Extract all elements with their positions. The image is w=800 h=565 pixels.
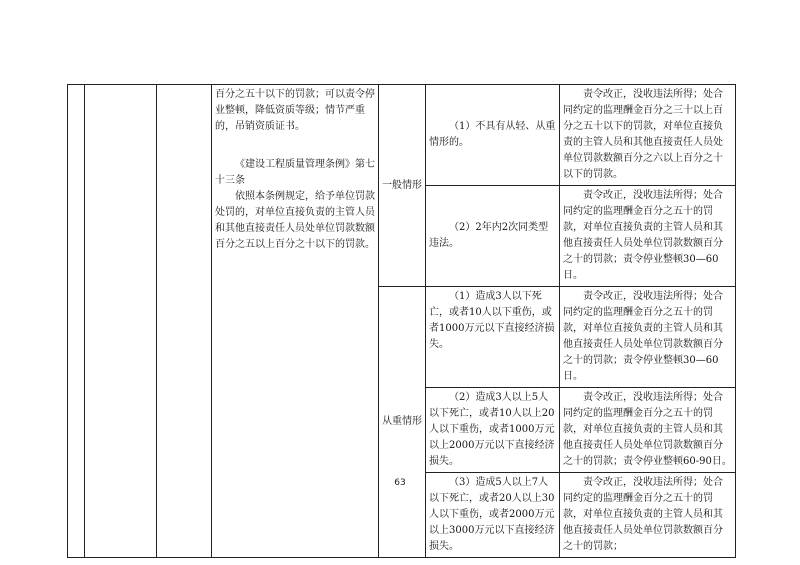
circumstance-cell: （1）不具有从轻、从重情形的。	[426, 85, 560, 186]
penalty-cell: 责令改正，没收违法所得；处合同约定的监理酬金百分之五十的罚款，对单位直接负责的主管人员和其他直接责任人员处单位罚款数额百分之十的罚款；责令停业整顿30—60日。	[560, 186, 736, 287]
circumstance-cell: （2）2年内2次同类型违法。	[426, 186, 560, 287]
basis-paragraph-2: 《建设工程质量管理条例》第七十三条	[215, 159, 375, 186]
penalty-cell: 责令改正，没收违法所得；处合同约定的监理酬金百分之五十的罚款，对单位直接负责的主管人员和其他直接责任人员处单位罚款数额百分之十的罚款；责令停业整顿60-90日。	[560, 388, 736, 473]
circumstance-cell: （3）造成5人以上7人以下死亡，或者20人以上30人以下重伤，或者2000万元以上3000万元以下直接经济损失。	[426, 473, 560, 558]
penalty-cell: 责令改正，没收违法所得；处合同约定的监理酬金百分之三十以上百分之五十以下的罚款，对单位直接负责的主管人员和其他直接责任人员处单位罚款数额百分之六以上百分之十以下的罚款。	[560, 85, 736, 186]
basis-paragraph-1: 百分之五十以下的罚款；可以责令停业整顿，降低资质等级；情节严重的，吊销资质证书。	[215, 89, 375, 132]
group-label-aggravated: 从重情形	[379, 287, 426, 558]
circumstance-cell: （2）造成3人以上5人以下死亡，或者10人以上20人以下重伤，或者1000万元以上2000万元以下直接经济损失。	[426, 388, 560, 473]
penalty-cell: 责令改正，没收违法所得；处合同约定的监理酬金百分之五十的罚款，对单位直接负责的主管人员和其他直接责任人员处单位罚款数额百分之十的罚款；责令停业整顿30—60日。	[560, 287, 736, 388]
group-label-general: 一般情形	[379, 85, 426, 287]
circumstance-cell: （1）造成3人以下死亡，或者10人以下重伤，或者1000万元以下直接经济损失。	[426, 287, 560, 388]
page-number: 63	[394, 478, 406, 488]
basis-paragraph-3: 依照本条例规定，给予单位罚款处罚的，对单位直接负责的主管人员和其他直接责任人员处单位罚款数额百分之五以上百分之十以下的罚款。	[215, 191, 375, 250]
penalty-cell: 责令改正，没收违法所得；处合同约定的监理酬金百分之五十的罚款，对单位直接负责的主管人员和其他直接责任人员处单位罚款数额百分之十的罚款；	[560, 473, 736, 558]
